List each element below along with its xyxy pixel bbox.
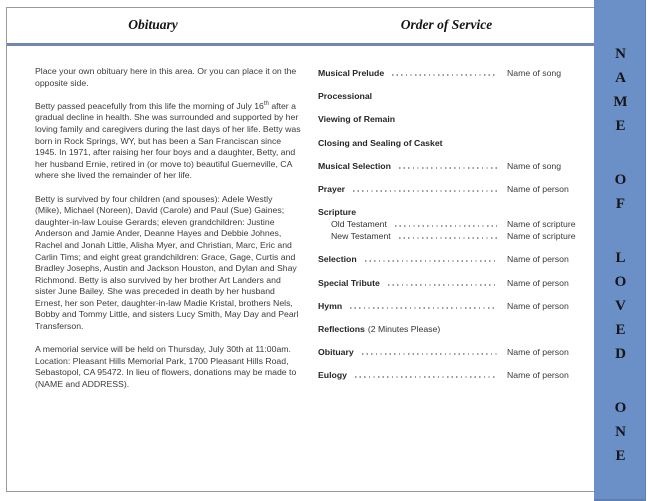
obituary-text [35,66,301,402]
service-label: Special Tribute [318,277,380,288]
banner-word-of: OF [612,172,629,220]
dot-leader [395,225,497,227]
service-row-closing-casket [318,136,589,148]
service-row-obituary [318,345,589,357]
service-value: Name of person [507,183,569,194]
obituary-paragraph-memorial: A memorial service will be held on Thursday, July 30th at 11:00am. Location: Pleasant Hills Memorial Park, 1700 Pleasant Hills Road, Sebastopol, CA 95472. In lieu of flowers, donations may be made to (NAME and ADDRESS). [35,344,297,390]
service-label: Prayer [318,183,346,194]
service-label: Reflections [318,323,365,334]
dot-leader [355,376,497,378]
service-row-reflections [318,322,589,334]
service-label: Musical Prelude [318,68,385,78]
dot-leader [399,167,497,169]
service-value: Name of person [507,300,569,311]
service-row-special-tribute [318,276,589,288]
dot-leader [362,353,497,355]
service-row-eulogy [318,368,589,380]
banner-word-loved: LOVED [612,250,629,370]
banner-word-name: NAME [612,46,629,142]
header-rule [7,43,594,46]
service-row-hymn [318,299,589,311]
service-row-prayer [318,182,589,194]
date-superscript: th [263,100,269,107]
obituary-paragraph-placeholder: Place your own obituary here in this area. Or you can place it on the opposite side. [35,66,297,88]
dot-leader [388,284,497,286]
service-note: (2 Minutes Please) [367,323,441,334]
service-value: Name of song [507,68,562,78]
service-label: Processional [318,91,373,102]
dot-leader [399,237,497,239]
order-of-service-section-title: Order of Service [400,17,493,32]
service-label: Eulogy [318,370,347,381]
obituary-p2-text: Betty passed peacefully from this life the morning of July 16 [35,100,264,111]
service-label: Closing and Sealing of Casket [318,137,443,148]
service-label: Hymn [318,300,343,311]
service-value: Name of person [507,277,569,288]
name-of-loved-one-banner [594,0,646,501]
service-list [318,66,589,391]
service-label: Viewing of Remain [318,114,396,125]
service-value: Name of scripture [507,219,576,230]
dot-leader [353,190,497,192]
service-label: Old Testament [331,219,387,230]
service-row-scripture [318,205,589,217]
obituary-section-title: Obituary [128,17,178,32]
dot-leader [350,307,497,309]
service-row-new-testament [318,229,589,241]
service-value: Name of person [507,370,569,381]
banner-word-one: ONE [612,400,629,472]
obituary-paragraph-life [35,101,301,182]
service-label: New Testament [331,231,391,242]
service-label: Selection [318,254,357,265]
service-row-viewing [318,112,589,124]
service-row-musical-selection [318,159,589,171]
obituary-p2-rest: after a gradual decline in health. She was surrounded and supported by her loving family and caregivers during the last days of her life. Betty was born in Rock Springs, WY, but has been a San Franciscan since 1945. In 1971, after raising her four boys and a daughter, Betty, and her husband Ernie, retired in (or move to) beautiful Guerneville, CA where she lived the remainder of her life. [35,100,301,181]
dot-leader [365,260,497,262]
service-label: Scripture [318,207,357,218]
service-value: Name of person [507,254,569,265]
service-row-musical-prelude [318,66,589,78]
service-value: Name of song [507,160,562,171]
obituary-paragraph-survivors: Betty is survived by four children (and spouses): Adele Westly (Mike), Michael (Noreen), David (Carole) and Paul (Sue) Gaines; daughter-in-law Louise Gerards; eleven grandchildren: Justine Anderson and Jamie Ander, Deanne Hayes and Debbie Johnes, Rachel and Jonah Little, Alisha Myer, and Christian, Marc, Eric and Carlin Tims; and eight great grandchildren: Grace, Gage, Curtis and Bradley Josephs, Austin and Jackson Houston, and Dylan and Shay Richmond. Betty is also survived by her brother Art Landers and sister June Bailey. She was preceded in death by her husband Ernest, her son Peter, daughter-in-law Madie Kristal, brothers Nels, Bobby and Tommy Little, and sisters Lucy Smith, May Day and Pearl Transferson. [35,193,299,332]
service-value: Name of person [507,347,569,358]
service-row-selection [318,252,589,264]
service-value: Name of scripture [507,231,576,242]
service-row-processional [318,89,589,101]
service-row-old-testament [318,217,589,229]
service-label: Obituary [318,347,354,358]
dot-leader [392,74,497,76]
service-label: Musical Selection [318,160,391,171]
